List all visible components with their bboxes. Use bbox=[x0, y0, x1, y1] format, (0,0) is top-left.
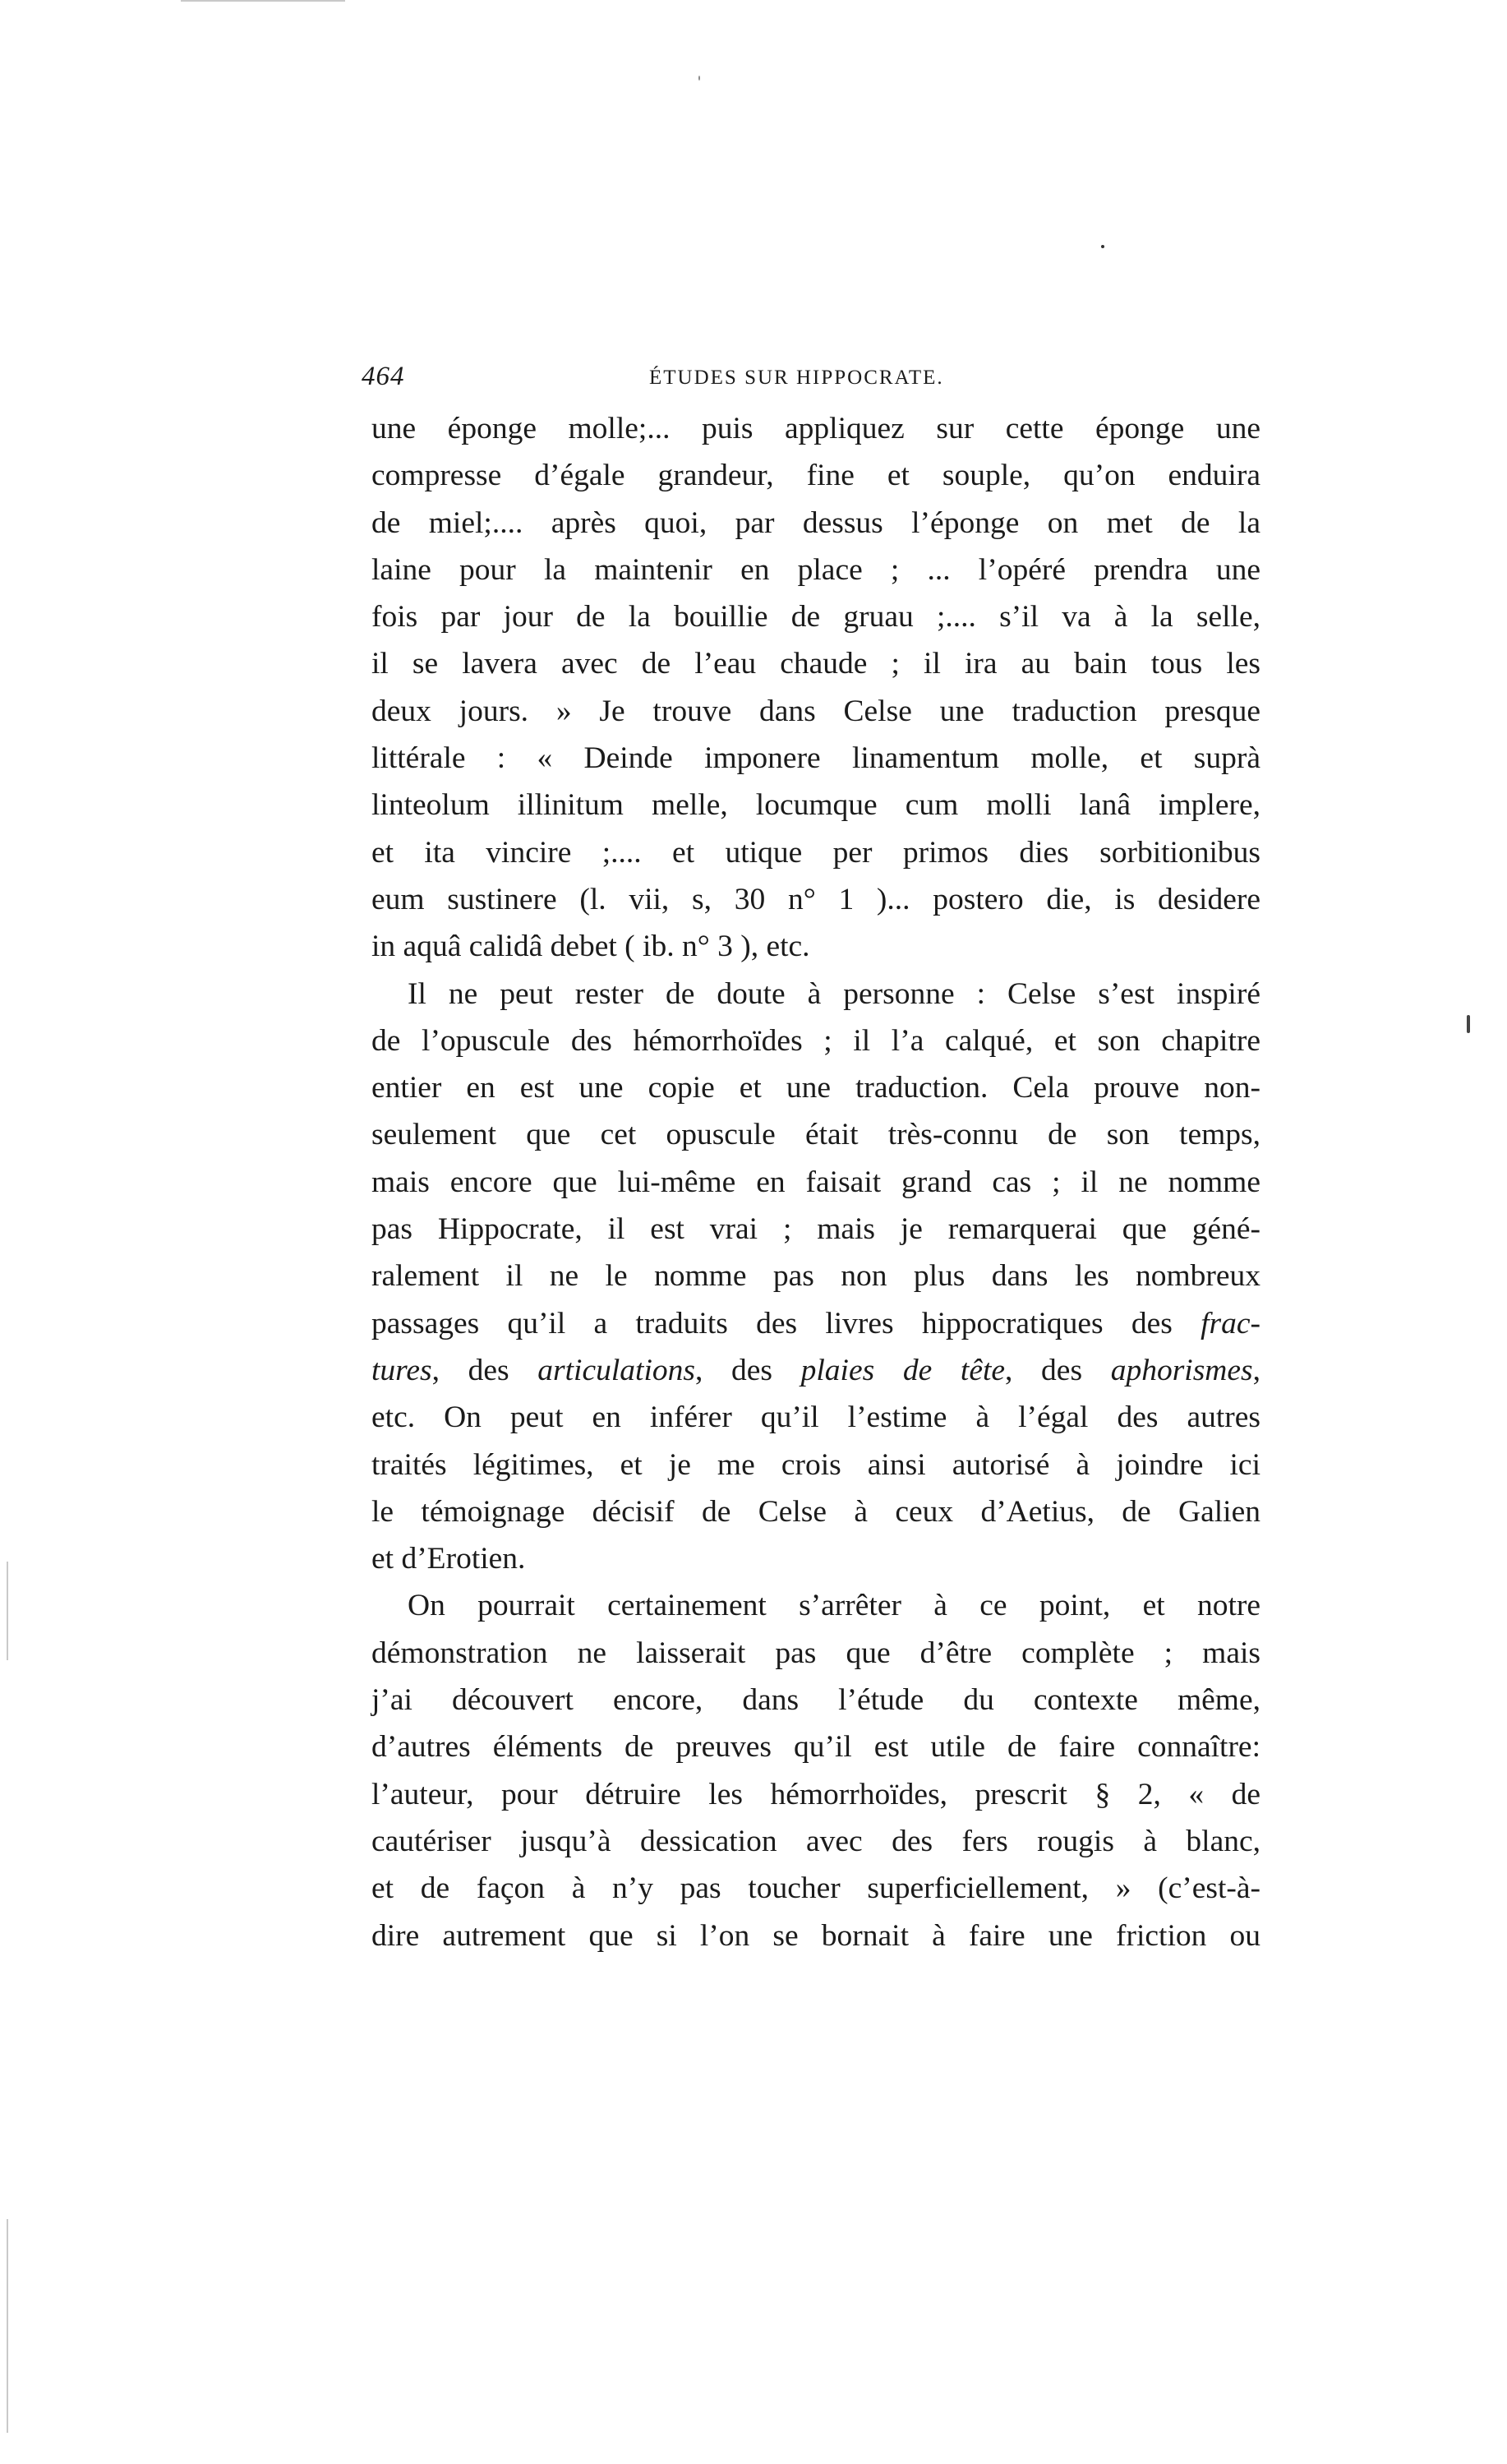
text-line: de miel;.... après quoi, par dessus l’éponge on met de la bbox=[371, 505, 1260, 540]
running-head: ÉTUDES SUR HIPPOCRATE. bbox=[649, 367, 944, 389]
text-line: il se lavera avec de l’eau chaude ; il ira au bain tous les bbox=[371, 647, 1260, 681]
text-line: ralement il ne le nomme pas non plus dans les nombreux bbox=[371, 1259, 1260, 1294]
page-header bbox=[362, 362, 1265, 403]
text-line: Il ne peut rester de doute à personne : Celse s’est inspiré bbox=[408, 976, 1260, 1011]
text-line: démonstration ne laisserait pas que d’être complète ; mais bbox=[371, 1636, 1260, 1670]
text-line bbox=[371, 1300, 1260, 1347]
scan-edge-mark bbox=[7, 1562, 8, 1660]
text-run-italic: aphorismes bbox=[1110, 1353, 1253, 1387]
text-line: dire autrement que si l’on se bornait à faire une friction ou bbox=[371, 1918, 1260, 1953]
text-run-italic: tures bbox=[371, 1353, 432, 1387]
text-line: eum sustinere (l. vii, s, 30 n° 1 )... postero die, is desidere bbox=[371, 882, 1260, 916]
text-line: le témoignage décisif de Celse à ceux d’Aetius, de Galien bbox=[371, 1494, 1260, 1529]
text-run-italic: plaies de tête bbox=[800, 1353, 1006, 1387]
text-line: une éponge molle;... puis appliquez sur cette éponge une bbox=[371, 412, 1260, 445]
text-line: etc. On peut en inférer qu’il l’estime à l’égal des autres bbox=[371, 1400, 1260, 1435]
text-line bbox=[371, 1347, 1260, 1394]
text-line: deux jours. » Je trouve dans Celse une traduction presque bbox=[371, 694, 1260, 728]
text-run: , des bbox=[694, 1353, 772, 1387]
text-line: d’autres éléments de preuves qu’il est utile de faire connaître: bbox=[371, 1730, 1260, 1765]
text-line: littérale : « Deinde imponere linamentum molle, et suprà bbox=[371, 741, 1260, 776]
text-run-italic: frac- bbox=[1201, 1306, 1260, 1340]
text-line: linteolum illinitum melle, locumque cum molli lanâ implere, bbox=[371, 788, 1260, 823]
text-line: seulement que cet opuscule était très-connu de son temps, bbox=[371, 1118, 1260, 1152]
text-run-italic: articulations bbox=[537, 1353, 695, 1387]
text-line: laine pour la maintenir en place ; ... l’opéré prendra une bbox=[371, 552, 1260, 587]
scan-edge-mark bbox=[7, 2219, 8, 2433]
text-line: pas Hippocrate, il est vrai ; mais je remarquerai que géné- bbox=[371, 1212, 1260, 1247]
text-line: entier en est une copie et une traduction. Cela prouve non- bbox=[371, 1071, 1260, 1105]
text-line: On pourrait certainement s’arrêter à ce point, et notre bbox=[408, 1589, 1260, 1623]
text-line: l’auteur, pour détruire les hémorrhoïdes, prescrit § 2, « de bbox=[371, 1777, 1260, 1811]
text-line: et de façon à n’y pas toucher superficiellement, » (c’est-à- bbox=[371, 1871, 1260, 1906]
text-line: compresse d’égale grandeur, fine et souple, qu’on enduira bbox=[371, 459, 1260, 493]
text-line: cautériser jusqu’à dessication avec des fers rougis à blanc, bbox=[371, 1824, 1260, 1858]
scan-edge-mark bbox=[181, 0, 345, 2]
text-run: passages qu’il a traduits des livres hippocratiques des bbox=[371, 1306, 1173, 1340]
scan-speck bbox=[1467, 1015, 1470, 1033]
text-run: , des bbox=[1005, 1353, 1083, 1387]
text-line: de l’opuscule des hémorrhoïdes ; il l’a calqué, et son chapitre bbox=[371, 1023, 1260, 1058]
page-number: 464 bbox=[362, 362, 405, 391]
text-line: et d’Erotien. bbox=[371, 1542, 526, 1576]
text-line: j’ai découvert encore, dans l’étude du contexte même, bbox=[371, 1683, 1260, 1718]
text-line: traités légitimes, et je me crois ainsi autorisé à joindre ici bbox=[371, 1447, 1260, 1482]
text-run: , bbox=[1252, 1353, 1261, 1387]
text-line: et ita vincire ;.... et utique per primos dies sorbitionibus bbox=[371, 835, 1260, 870]
scan-speck bbox=[698, 76, 700, 81]
scan-speck bbox=[1101, 245, 1104, 248]
body-text bbox=[371, 405, 1260, 1959]
text-line: fois par jour de la bouillie de gruau ;.... s’il va à la selle, bbox=[371, 600, 1260, 634]
text-line: mais encore que lui-même en faisait grand cas ; il ne nomme bbox=[371, 1165, 1260, 1199]
text-line: in aquâ calidâ debet ( ib. n° 3 ), etc. bbox=[371, 930, 810, 964]
text-run: , des bbox=[431, 1353, 509, 1387]
